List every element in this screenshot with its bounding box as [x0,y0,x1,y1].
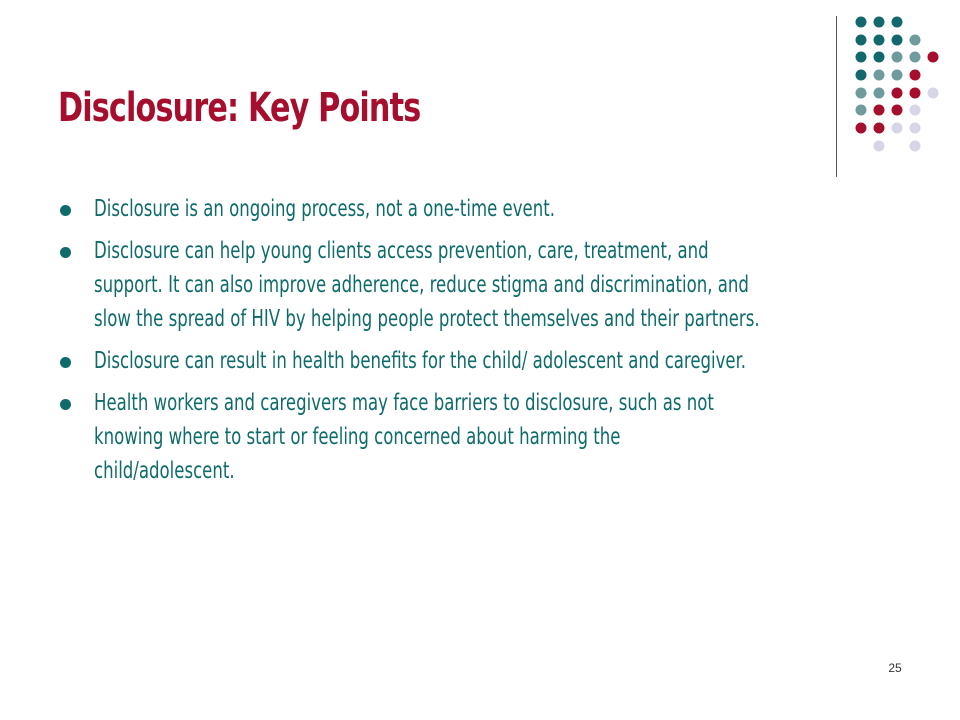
decor-dot [910,141,921,152]
bullet-item [54,386,954,488]
decor-dot [874,52,885,63]
bullet-text: Disclosure can help young clients access prevention, care, treatment, and support. It can also improve adherence, reduce stigma and discrimination, and slow the spread of HIV by helping people protect themselves and their partners. [94,238,760,332]
decor-dot [892,17,903,28]
decor-dot [874,88,885,99]
decor-dot [874,105,885,116]
decor-dot [856,17,867,28]
decor-dot [874,123,885,134]
decor-dot [910,35,921,46]
decor-dot [856,35,867,46]
bullet-dot-icon [60,399,71,410]
decor-dot [892,52,903,63]
bullet-dot-icon [60,205,71,216]
decor-dot [856,70,867,81]
decor-dot [856,123,867,134]
bullet-item [54,344,954,378]
decor-dot [892,35,903,46]
decor-dot [892,123,903,134]
decor-dot [928,52,939,63]
decor-dot [910,70,921,81]
bullet-item [54,234,954,336]
slide-title: Disclosure: Key Points [58,85,421,131]
decor-dot [892,70,903,81]
decor-dot [910,88,921,99]
decor-dot [928,88,939,99]
bullet-list [54,192,954,496]
bullet-text: Disclosure can result in health benefits for the child/ adolescent and caregiver. [94,348,746,374]
decor-dot [892,88,903,99]
decor-dot [892,105,903,116]
page-number: 25 [888,661,902,675]
bullet-text: Health workers and caregivers may face barriers to disclosure, such as not knowing where to start or feeling concerned about harming the child/adolescent. [94,390,714,484]
bullet-item [54,192,954,226]
decor-dot [874,141,885,152]
decor-dot [856,105,867,116]
decor-dot [874,17,885,28]
vertical-divider [836,16,837,177]
decor-dot [874,35,885,46]
decor-dot [910,105,921,116]
decor-dot [910,123,921,134]
decor-dot [856,52,867,63]
decor-dot [856,88,867,99]
decor-dot [910,52,921,63]
bullet-dot-icon [60,357,71,368]
bullet-text: Disclosure is an ongoing process, not a one-time event. [94,196,555,222]
bullet-dot-icon [60,247,71,258]
decor-dot [874,70,885,81]
